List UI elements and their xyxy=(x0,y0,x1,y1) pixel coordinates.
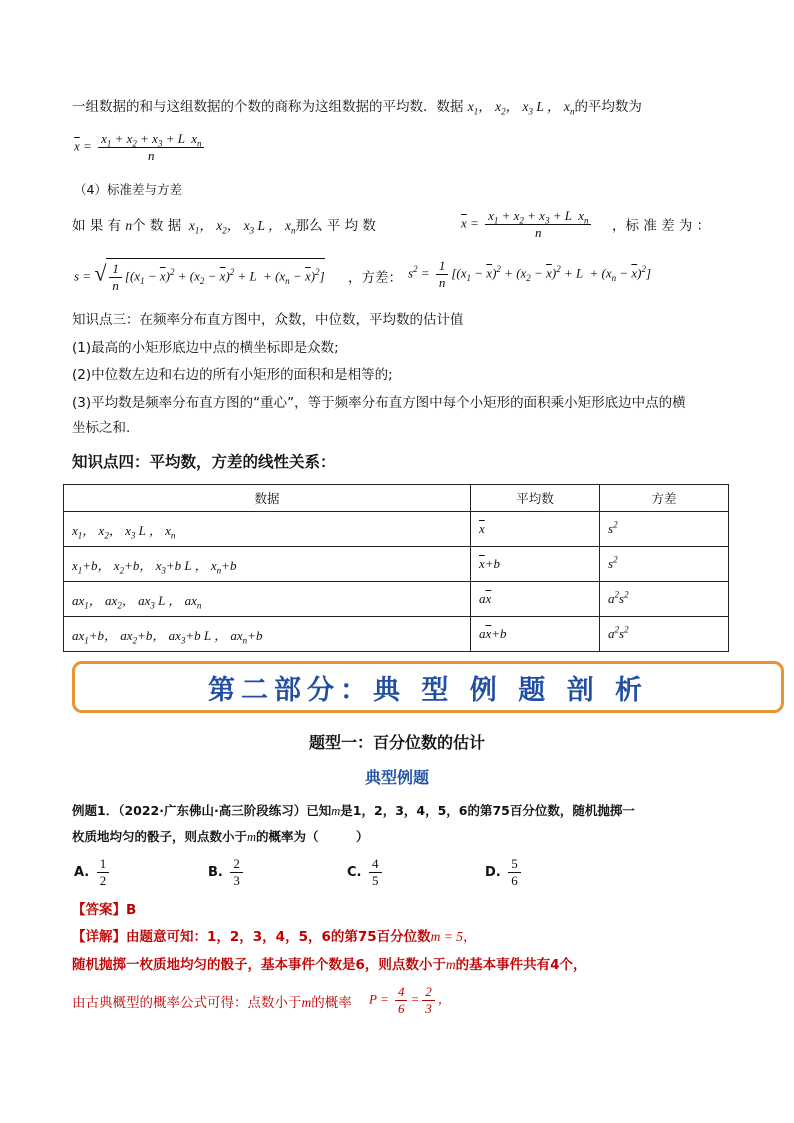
table-header-row xyxy=(64,485,729,512)
detail-line3a: 由古典概型的概率公式可得：点数小于 xyxy=(72,995,302,1011)
example-source: （2022·广东佛山·高三阶段练习） xyxy=(118,803,307,818)
table-row xyxy=(64,547,729,582)
detail-label: 【详解】 xyxy=(72,929,126,945)
cell-mean: $a\overline{x}+b$ xyxy=(471,617,600,652)
detail-line2b: 的基本事件共有4个， xyxy=(455,957,587,973)
type1-subtitle: 典型例题 xyxy=(364,768,429,787)
example-text-a: 已知 xyxy=(306,803,332,818)
banner-text: 第二部分：典 型 例 题 剖 析 xyxy=(208,674,648,706)
stddev-mean-formula: $\overline{x}$ = $\frac{x_1 + x_2 + x_3 + L x_n}{n}$ xyxy=(461,208,594,241)
choice-num: 5 xyxy=(508,856,521,873)
choice-den: 3 xyxy=(233,873,240,888)
stddev-vars: $x_1$， $x_2$， $x_3$ L ， $x_n$ xyxy=(185,218,296,236)
table-row xyxy=(64,512,729,547)
knowledge3-item3b: 坐标之和. xyxy=(72,420,131,436)
choice-letter: A. xyxy=(74,865,90,880)
example1-line1 xyxy=(72,801,635,821)
m-variable: m xyxy=(247,830,257,844)
detail-line2a: 随机抛掷一枚质地均匀的骰子，基本事件个数是6，则点数小于 xyxy=(72,957,446,973)
cell-mean: $a\overline{x}$ xyxy=(471,582,600,617)
intro-tail: 的平均数为 xyxy=(574,99,642,115)
stddev-mid: 个 数 据 xyxy=(132,218,182,234)
answer-line xyxy=(72,900,136,920)
example-text-b: 是1，2，3，4，5，6的第75百分位数，随机抛掷一 xyxy=(340,803,635,818)
cell-variance: $a^2s^2$ xyxy=(600,617,729,652)
table-row xyxy=(64,582,729,617)
detail-line2 xyxy=(72,955,587,975)
linear-relation-table xyxy=(63,484,729,652)
choice-letter: B. xyxy=(208,865,223,880)
probability-formula: P = $\frac{4}{6}$ = $\frac{2}{3}$ ， xyxy=(369,984,451,1016)
choice-b[interactable] xyxy=(208,856,246,889)
cell-mean: $\overline{x}+b$ xyxy=(471,547,600,582)
stddev-prefix: 如 果 有 xyxy=(72,218,122,234)
detail-line1-text: 由题意可知：1，2，3，4，5，6的第75百分位数 xyxy=(126,929,431,945)
knowledge3-item2: (2)中位数左边和右边的所有小矩形的面积和是相等的; xyxy=(72,367,393,383)
detail-line3 xyxy=(72,993,352,1013)
table-row xyxy=(64,617,729,652)
stddev-after: 那么 平 均 数 xyxy=(295,218,376,234)
section-banner xyxy=(72,661,784,713)
mean-formula: $\overline{x}$ = $\frac{x_1 + x_2 + x_3 + L x_n}{n}$ xyxy=(74,131,207,164)
example-line2: 枚质地均匀的骰子，则点数小于 xyxy=(72,829,248,844)
choice-den: 5 xyxy=(372,873,379,888)
choice-c[interactable] xyxy=(347,856,385,889)
type1-title: 题型一：百分位数的估计 xyxy=(308,733,485,752)
knowledge4-title: 知识点四：平均数，方差的线性关系： xyxy=(72,453,336,471)
m-variable: m xyxy=(445,957,456,972)
knowledge3-title: 知识点三：在频率分布直方图中，众数，中位数，平均数的估计值 xyxy=(72,312,464,328)
section4-title: （4）标准差与方差 xyxy=(74,182,182,197)
cell-variance: $a^2s^2$ xyxy=(600,582,729,617)
example-label: 例题1． xyxy=(72,803,119,818)
example-line2-b: 的概率为（ ） xyxy=(256,829,369,844)
choice-d[interactable] xyxy=(485,856,524,889)
intro-vars: $x_1$， $x_2$， $x_3$ L ， $x_n$ xyxy=(467,99,575,117)
cell-data: $x_1$， $x_2$， $x_3$ L ， $x_n$ xyxy=(64,512,471,547)
choice-den: 6 xyxy=(511,873,518,888)
example1-line2 xyxy=(72,827,369,847)
knowledge3-item1: (1)最高的小矩形底边中点的横坐标即是众数; xyxy=(72,340,339,356)
header-variance: 方差 xyxy=(600,485,729,512)
choice-num: 2 xyxy=(230,856,243,873)
detail-m-eq: m = 5 xyxy=(430,929,464,944)
cell-variance: $s^2$ xyxy=(600,547,729,582)
choice-den: 2 xyxy=(99,873,107,888)
header-data: 数据 xyxy=(64,485,471,512)
cell-data: $ax_1+b$， $ax_2+b$， $ax_3+b$ L ， $ax_n+b$ xyxy=(64,617,471,652)
stddev-tail: ，标 准 差 为 ： xyxy=(612,218,711,234)
std-formula: s = √ $\frac{1}{n}$ $[(x_1 - \overline{x})^2 + (x_2 - \overline{x})^2 + L + (x_n - \overline{x})^2]$ xyxy=(74,258,325,294)
answer-label: 【答案】 xyxy=(72,902,126,918)
choice-num: 4 xyxy=(369,856,382,873)
variance-label: ，方差： xyxy=(348,270,402,286)
cell-data: $ax_1$， $ax_2$， $ax_3$ L ， $ax_n$ xyxy=(64,582,471,617)
choice-num: 1 xyxy=(97,856,110,873)
cell-variance: $s^2$ xyxy=(600,512,729,547)
cell-mean: $\overline{x}$ xyxy=(471,512,600,547)
choice-a[interactable] xyxy=(74,856,112,889)
detail-line3b: 的概率 xyxy=(311,995,352,1011)
detail-line1: 【详解】由题意可知：1，2，3，4，5，6的第75百分位数m = 5， xyxy=(72,929,477,945)
choice-letter: D. xyxy=(485,865,501,880)
cell-data: $x_1+b$， $x_2+b$， $x_3+b$ L ， $x_n+b$ xyxy=(64,547,471,582)
intro-line xyxy=(72,97,642,117)
choice-letter: C. xyxy=(347,865,362,880)
header-mean: 平均数 xyxy=(471,485,600,512)
n-variable: n xyxy=(125,218,133,233)
m-variable: m xyxy=(301,995,312,1010)
answer-value: B xyxy=(126,902,137,918)
variance-formula: $s^2$ = $\frac{1}{n}$ $[(x_1 - \overline{x})^2 + (x_2 - \overline{x})^2 + L + (x_n - \overline{x})^2]$ xyxy=(408,258,652,290)
knowledge3-item3a: (3)平均数是频率分布直方图的“重心”，等于频率分布直方图中每个小矩形的面积乘小矩形底边中点的横 xyxy=(72,395,686,411)
m-variable: m xyxy=(331,804,341,818)
intro-text: 一组数据的和与这组数据的个数的商称为这组数据的平均数．数据 xyxy=(72,99,464,115)
